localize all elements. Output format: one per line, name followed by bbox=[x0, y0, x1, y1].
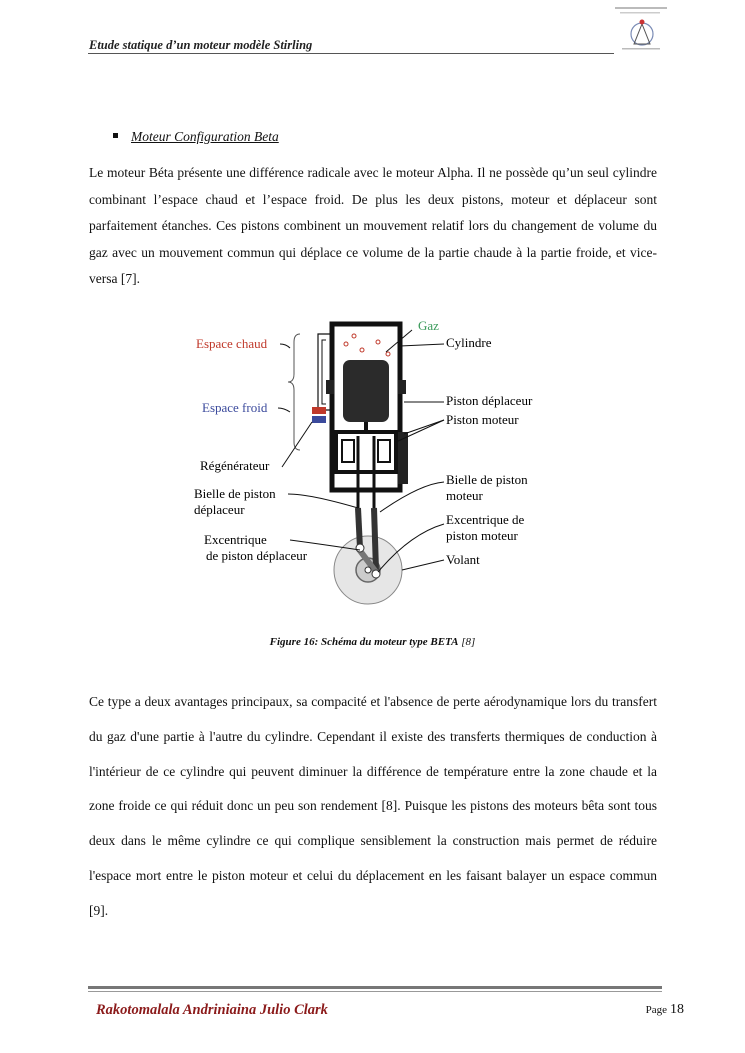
label-volant: Volant bbox=[446, 552, 480, 567]
regenerator-cold bbox=[312, 416, 326, 423]
caption-ref: [8] bbox=[461, 636, 476, 648]
university-logo bbox=[612, 4, 670, 54]
footer-rule-thin bbox=[88, 991, 662, 992]
header-rule bbox=[88, 53, 614, 54]
label-excentrique-deplaceur-1: Excentrique bbox=[204, 532, 267, 547]
power-piston bbox=[336, 432, 396, 472]
section-bullet bbox=[113, 129, 279, 145]
label-excentrique-moteur-2: piston moteur bbox=[446, 528, 518, 543]
paragraph-text: Le moteur Béta présente une différence radicale avec le moteur Alpha. Il ne possède qu’un seul cylindre combinant l’espace chaud et l’espace froid. De plus les deux pistons, moteur et déplaceur sont parfaitement étanches. Ces pistons combinent un mouvement relatif lors du changement de volume du gaz avec un mouvement commun qui déplace ce volume de la partie chaude à la partie froide, et vice-versa [7]. bbox=[89, 165, 657, 286]
label-piston-moteur: Piston moteur bbox=[446, 412, 519, 427]
section-heading: Moteur Configuration Beta bbox=[131, 129, 279, 144]
label-excentrique-moteur-1: Excentrique de bbox=[446, 512, 525, 527]
page-number bbox=[646, 1002, 684, 1018]
label-regenerateur: Régénérateur bbox=[200, 458, 270, 473]
displacer-piston bbox=[343, 360, 389, 422]
bullet-square-icon bbox=[113, 133, 118, 138]
label-bielle-moteur-1: Bielle de piston bbox=[446, 472, 528, 487]
caption-main: Figure 16: Schéma du moteur type BETA bbox=[269, 636, 459, 648]
figure-caption bbox=[0, 636, 745, 648]
paragraph-intro bbox=[89, 160, 657, 293]
beta-engine-diagram bbox=[190, 312, 560, 622]
label-excentrique-deplaceur-2: de piston déplaceur bbox=[206, 548, 308, 563]
page-number-value: 18 bbox=[670, 1002, 684, 1017]
label-bielle-moteur-2: moteur bbox=[446, 488, 483, 503]
header-title: Etude statique d’un moteur modèle Stirling bbox=[89, 38, 313, 52]
label-cylindre: Cylindre bbox=[446, 335, 492, 350]
label-espace-chaud: Espace chaud bbox=[196, 336, 268, 351]
footer-rule bbox=[88, 986, 662, 989]
paragraph-text: Ce type a deux avantages principaux, sa compacité et l'absence de perte aérodynamique lors du transfert du gaz d'une partie à l'autre du cylindre. Cependant il existe des transferts thermiques de conduction à l'intérieur de ce cylindre qui peuvent diminuer la différence de température entre la zone chaude et la zone froide ce qui réduit donc un peu son rendement [8]. Puisque les pistons des moteurs bêta sont tous deux dans le même cylindre ce qui complique sensiblement la construction mais permet de réduire l'espace mort entre le piston moteur et celui du déplacement en les faisant balayer un espace commun [9]. bbox=[89, 694, 657, 918]
label-piston-deplaceur: Piston déplaceur bbox=[446, 393, 533, 408]
label-bielle-deplaceur-2: déplaceur bbox=[194, 502, 245, 517]
label-espace-froid: Espace froid bbox=[202, 400, 268, 415]
footer-author: Rakotomalala Andriniaina Julio Clark bbox=[96, 1002, 328, 1018]
label-gaz: Gaz bbox=[418, 318, 439, 333]
label-bielle-deplaceur-1: Bielle de piston bbox=[194, 486, 276, 501]
paragraph-advantages bbox=[89, 685, 657, 929]
regenerator-hot bbox=[312, 407, 326, 414]
page-label: Page bbox=[645, 1004, 667, 1016]
